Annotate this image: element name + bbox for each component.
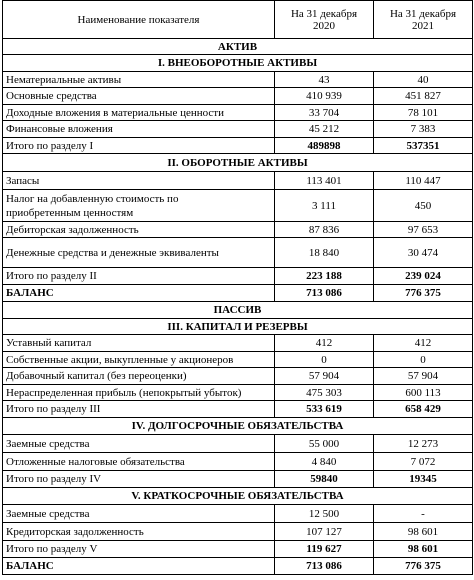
total-2020: 59840 [275, 471, 374, 488]
section-1-title: I. ВНЕОБОРОТНЫЕ АКТИВЫ [3, 55, 473, 72]
row-name-line1: Налог на добавленную стоимость по [6, 192, 179, 205]
value-2020: 87 836 [275, 222, 374, 238]
total-2021: 98 601 [374, 541, 473, 558]
row-name: Запасы [3, 172, 275, 190]
value-2020: 18 840 [275, 238, 374, 268]
value-2021: 450 [374, 190, 473, 222]
table-row [3, 72, 473, 88]
section-3-title: III. КАПИТАЛ И РЕЗЕРВЫ [3, 319, 473, 335]
header-2021-line1: На 31 декабря [389, 7, 457, 20]
total-2020: 489898 [275, 138, 374, 154]
row-name: Итого по разделу IV [3, 471, 275, 488]
table-row [3, 335, 473, 352]
row-name: Заемные средства [3, 505, 275, 523]
section-5-title: V. КРАТКОСРОЧНЫЕ ОБЯЗАТЕЛЬСТВА [3, 488, 473, 505]
value-2020: 33 704 [275, 105, 374, 121]
value-2021: - [374, 505, 473, 523]
value-2021: 12 273 [374, 435, 473, 453]
row-name: БАЛАНС [3, 285, 275, 302]
value-2020: 57 904 [275, 368, 374, 385]
row-name: Итого по разделу III [3, 401, 275, 418]
section-2-heading-row [3, 154, 473, 172]
section-3-heading-row [3, 319, 473, 335]
header-2020-line1: На 31 декабря [290, 7, 358, 20]
total-2021: 658 429 [374, 401, 473, 418]
value-2020: 12 500 [275, 505, 374, 523]
value-2021: 0 [374, 352, 473, 368]
table-row [3, 121, 473, 138]
table-row [3, 238, 473, 268]
value-2021: 451 827 [374, 88, 473, 105]
header-indicator-name: Наименование показателя [3, 1, 275, 39]
table-row [3, 385, 473, 401]
section-5-total-row [3, 541, 473, 558]
value-2020: 45 212 [275, 121, 374, 138]
total-2021: 537351 [374, 138, 473, 154]
balance-sheet-table [2, 0, 473, 575]
total-2020: 223 188 [275, 268, 374, 285]
row-name: Основные средства [3, 88, 275, 105]
aktiv-heading-row [3, 39, 473, 55]
header-row [3, 1, 473, 39]
value-2020: 0 [275, 352, 374, 368]
value-2021: 412 [374, 335, 473, 352]
value-2021: 97 653 [374, 222, 473, 238]
section-3-total-row [3, 401, 473, 418]
section-4-heading-row [3, 418, 473, 435]
total-2021: 239 024 [374, 268, 473, 285]
total-2021: 776 375 [374, 285, 473, 302]
section-1-heading-row [3, 55, 473, 72]
row-name: Отложенные налоговые обязательства [3, 453, 275, 471]
table-row [3, 222, 473, 238]
value-2020: 410 939 [275, 88, 374, 105]
passiv-heading-row [3, 302, 473, 319]
value-2021: 40 [374, 72, 473, 88]
row-name: Уставный капитал [3, 335, 275, 352]
value-2021: 78 101 [374, 105, 473, 121]
table-row [3, 172, 473, 190]
total-2020: 533 619 [275, 401, 374, 418]
balance-row-assets [3, 285, 473, 302]
total-2020: 713 086 [275, 285, 374, 302]
value-2021: 7 072 [374, 453, 473, 471]
row-name: Денежные средства и денежные эквиваленты [3, 238, 275, 268]
balance-row-liabilities [3, 558, 473, 575]
value-2020: 55 000 [275, 435, 374, 453]
section-2-title: II. ОБОРОТНЫЕ АКТИВЫ [3, 154, 473, 172]
row-name: Итого по разделу I [3, 138, 275, 154]
table-row [3, 523, 473, 541]
header-2021 [374, 1, 473, 39]
value-2020: 4 840 [275, 453, 374, 471]
value-2021: 98 601 [374, 523, 473, 541]
table-row [3, 505, 473, 523]
row-name: Собственные акции, выкупленные у акционеров [3, 352, 275, 368]
value-2020: 107 127 [275, 523, 374, 541]
header-2020-year: 2020 [313, 19, 335, 32]
total-2020: 119 627 [275, 541, 374, 558]
row-name-line2: приобретенным ценностям [6, 206, 134, 219]
section-1-total-row [3, 138, 473, 154]
value-2020: 475 303 [275, 385, 374, 401]
table-row [3, 105, 473, 121]
table-row [3, 352, 473, 368]
row-name [3, 190, 275, 222]
table-row [3, 88, 473, 105]
value-2021: 30 474 [374, 238, 473, 268]
passiv-heading: ПАССИВ [3, 302, 473, 319]
section-4-total-row [3, 471, 473, 488]
row-name: Заемные средства [3, 435, 275, 453]
row-name: Доходные вложения в материальные ценности [3, 105, 275, 121]
aktiv-heading: АКТИВ [3, 39, 473, 55]
table-row [3, 435, 473, 453]
value-2021: 57 904 [374, 368, 473, 385]
table-row [3, 368, 473, 385]
row-name: Нематериальные активы [3, 72, 275, 88]
total-2021: 776 375 [374, 558, 473, 575]
row-name: Кредиторская задолженность [3, 523, 275, 541]
section-5-heading-row [3, 488, 473, 505]
table-row [3, 453, 473, 471]
value-2020: 43 [275, 72, 374, 88]
value-2021: 7 383 [374, 121, 473, 138]
row-name: Итого по разделу V [3, 541, 275, 558]
total-2020: 713 086 [275, 558, 374, 575]
value-2020: 3 111 [275, 190, 374, 222]
value-2020: 113 401 [275, 172, 374, 190]
section-2-total-row [3, 268, 473, 285]
section-4-title: IV. ДОЛГОСРОЧНЫЕ ОБЯЗАТЕЛЬСТВА [3, 418, 473, 435]
total-2021: 19345 [374, 471, 473, 488]
row-name: Добавочный капитал (без переоценки) [3, 368, 275, 385]
row-name: Дебиторская задолженность [3, 222, 275, 238]
value-2021: 600 113 [374, 385, 473, 401]
header-2021-year: 2021 [412, 19, 434, 32]
row-name: Нераспределенная прибыль (непокрытый убыток) [3, 385, 275, 401]
value-2020: 412 [275, 335, 374, 352]
value-2021: 110 447 [374, 172, 473, 190]
row-name: БАЛАНС [3, 558, 275, 575]
header-2020 [275, 1, 374, 39]
row-name: Финансовые вложения [3, 121, 275, 138]
row-name: Итого по разделу II [3, 268, 275, 285]
table-row [3, 190, 473, 222]
